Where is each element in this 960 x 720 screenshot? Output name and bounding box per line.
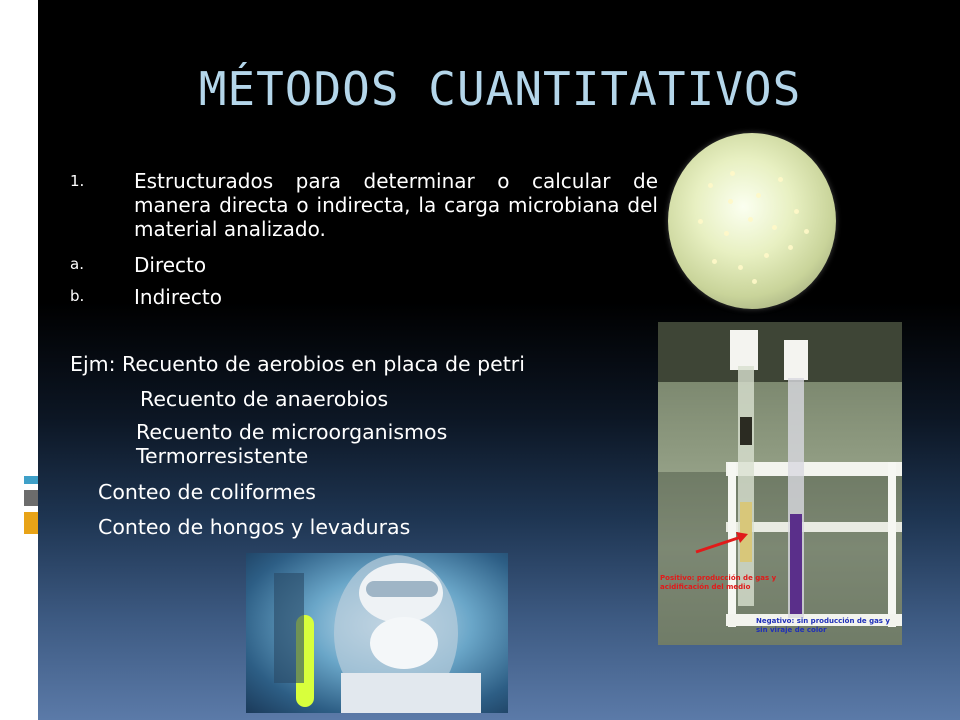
test-tubes-image xyxy=(658,322,902,645)
example-line-5: Conteo de coliformes xyxy=(98,480,316,504)
list-item-a xyxy=(70,253,206,277)
accent-blue-marker xyxy=(24,476,38,484)
list-letter-a: a. xyxy=(70,255,84,273)
accent-markers xyxy=(24,476,38,540)
example-line-4: Termorresistente xyxy=(136,444,309,468)
positive-caption: Positivo: producción de gas y acidificación del medio xyxy=(660,574,777,591)
list-number-1: 1. xyxy=(70,172,85,190)
left-white-bar xyxy=(0,0,38,720)
negative-caption: Negativo: sin producción de gas y sin viraje de color xyxy=(756,617,890,634)
list-item-1-text: Estructurados para determinar o calcular de manera directa o indirecta, la carga microbiana del material analizado. xyxy=(134,169,658,241)
accent-gray-marker xyxy=(24,490,38,506)
list-item-b xyxy=(70,285,222,309)
slide-title: MÉTODOS CUANTITATIVOS xyxy=(198,62,802,116)
example-line-6: Conteo de hongos y levaduras xyxy=(98,515,411,539)
list-item-a-text: Directo xyxy=(134,253,207,277)
example-line-1: Ejm: Recuento de aerobios en placa de petri xyxy=(70,352,525,376)
list-item-b-text: Indirecto xyxy=(134,285,222,309)
list-letter-b: b. xyxy=(70,287,85,305)
lab-technician-drawing xyxy=(246,553,508,713)
accent-orange-marker xyxy=(24,512,38,534)
list-item-1 xyxy=(70,169,658,241)
petri-dish-image xyxy=(668,133,836,309)
example-line-2: Recuento de anaerobios xyxy=(140,387,389,411)
test-tubes-drawing xyxy=(658,322,902,645)
lab-technician-image xyxy=(246,553,508,713)
example-line-3: Recuento de microorganismos xyxy=(136,420,448,444)
